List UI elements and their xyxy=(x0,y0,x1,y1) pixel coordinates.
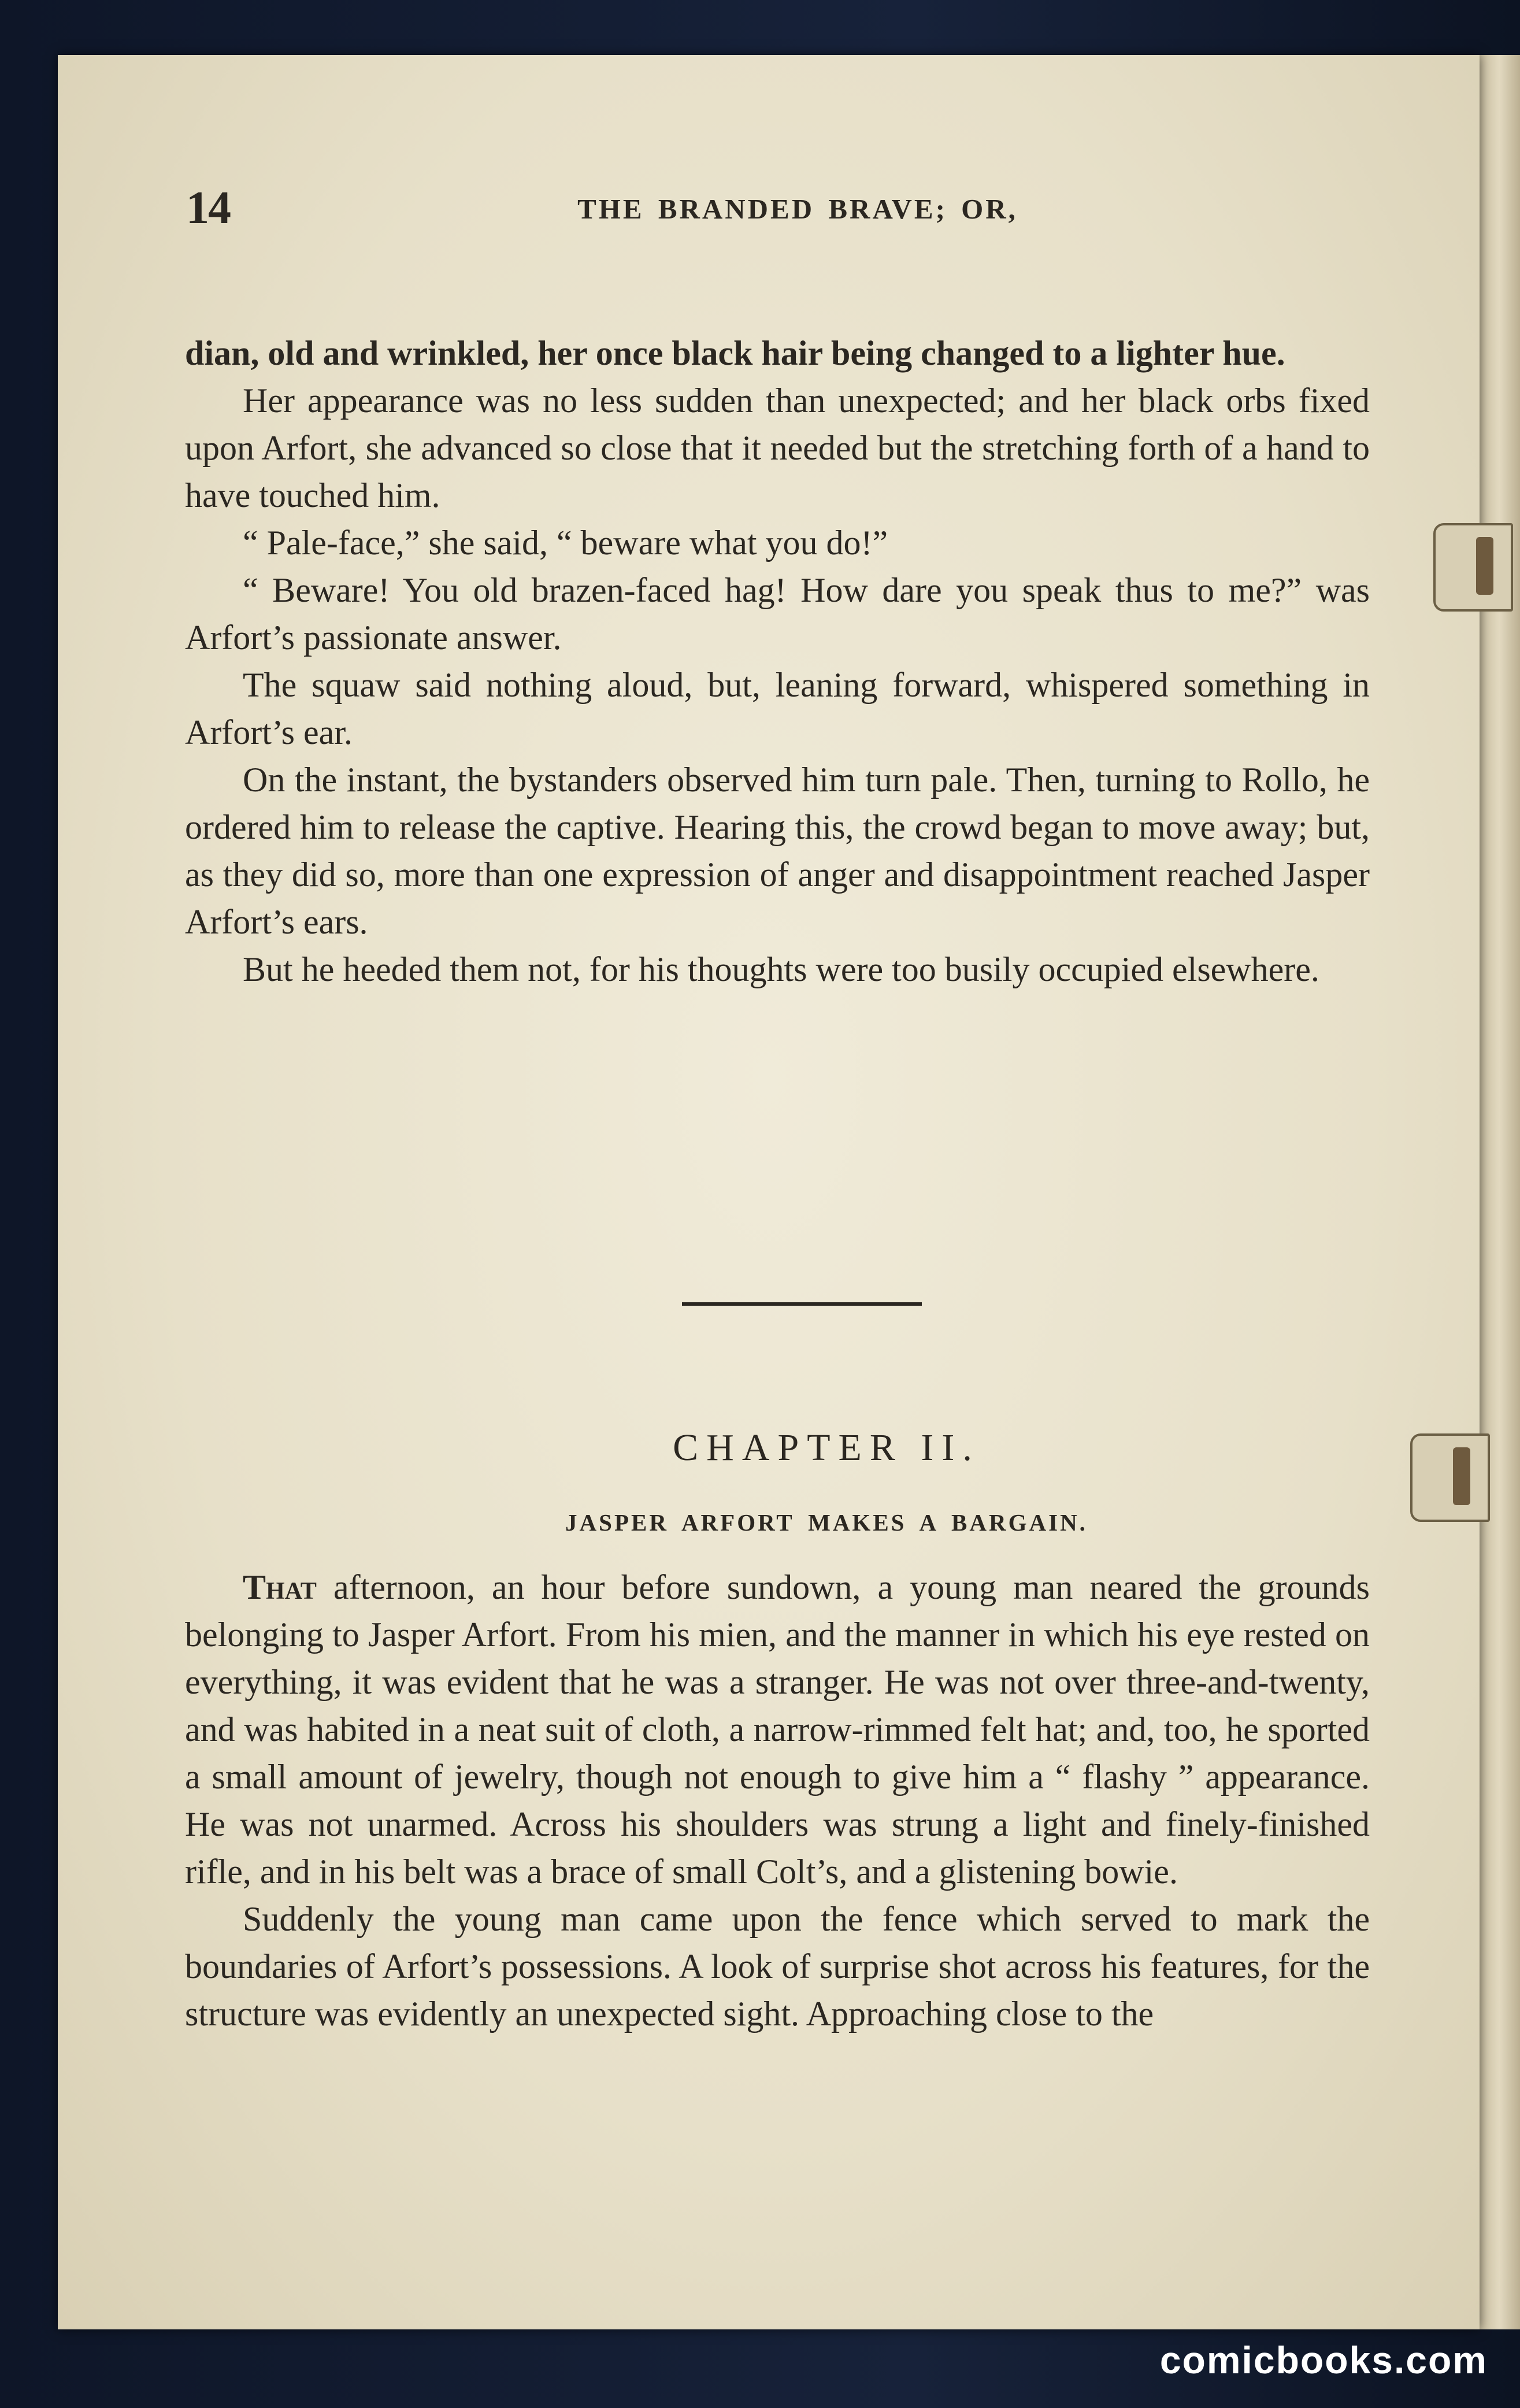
section-divider xyxy=(682,1302,922,1306)
page-number: 14 xyxy=(186,183,230,234)
chapter-title: CHAPTER II. xyxy=(673,1427,980,1469)
paragraph: Her appearance was no less sudden than unexpected; and her black orbs fixed upon Arfort, she advanced so close that it needed but the stretching forth of a hand to have touched him. xyxy=(185,381,1370,514)
paragraph: The squaw said nothing aloud, but, leaning forward, whispered something in Arfort’s ear. xyxy=(185,666,1370,751)
paragraph: dian, old and wrinkled, her once black hair being changed to a lighter hue. xyxy=(185,334,1285,372)
paragraph-text: afternoon, an hour before sundown, a young man neared the grounds belonging to Jasper Arfort. From his mien, and the manner in which his eye rested on everything, it was evident that he was a stranger. He was not over three-and-twenty, and was habited in a neat suit of cloth, a narrow-rimmed felt hat; and, too, he sported a small amount of jewelry, though not enough to give him a “ flashy ” appearance. He was not unarmed. Across his shoulders was strung a light and finely-finished rifle, and in his belt was a brace of small Colt’s, and a glistening bowie. xyxy=(185,1568,1370,1891)
paragraph: Suddenly the young man came upon the fence which served to mark the boundaries of Arfort’s possessions. A look of surprise shot across his features, for the structure was evidently an unexpected sight. Approaching close to the xyxy=(185,1900,1370,2033)
book-page xyxy=(58,55,1480,2329)
adjacent-page-edge xyxy=(1477,55,1520,2329)
chapter-body xyxy=(185,1564,1370,2037)
lead-word: That xyxy=(243,1568,317,1606)
paragraph: “ Pale-face,” she said, “ beware what you do!” xyxy=(243,524,888,562)
running-head: THE BRANDED BRAVE; OR, xyxy=(577,193,1018,225)
paragraph: “ Beware! You old brazen-faced hag! How dare you speak thus to me?” was Arfort’s passionate answer. xyxy=(185,571,1370,657)
paragraph: On the instant, the bystanders observed him turn pale. Then, turning to Rollo, he ordered him to release the captive. Hearing this, the crowd began to move away; but, as they did so, more than one expression of anger and disappointment reached Jasper Arfort’s ears. xyxy=(185,761,1370,941)
site-watermark: comicbooks.com xyxy=(1159,2339,1488,2381)
chapter-subtitle: JASPER ARFORT MAKES A BARGAIN. xyxy=(565,1509,1088,1536)
binding-clip xyxy=(1433,523,1513,612)
paragraph xyxy=(185,1564,1370,1895)
binding-clip xyxy=(1410,1433,1490,1522)
page-body xyxy=(185,329,1370,993)
paragraph: But he heeded them not, for his thoughts were too busily occupied elsewhere. xyxy=(243,950,1319,988)
